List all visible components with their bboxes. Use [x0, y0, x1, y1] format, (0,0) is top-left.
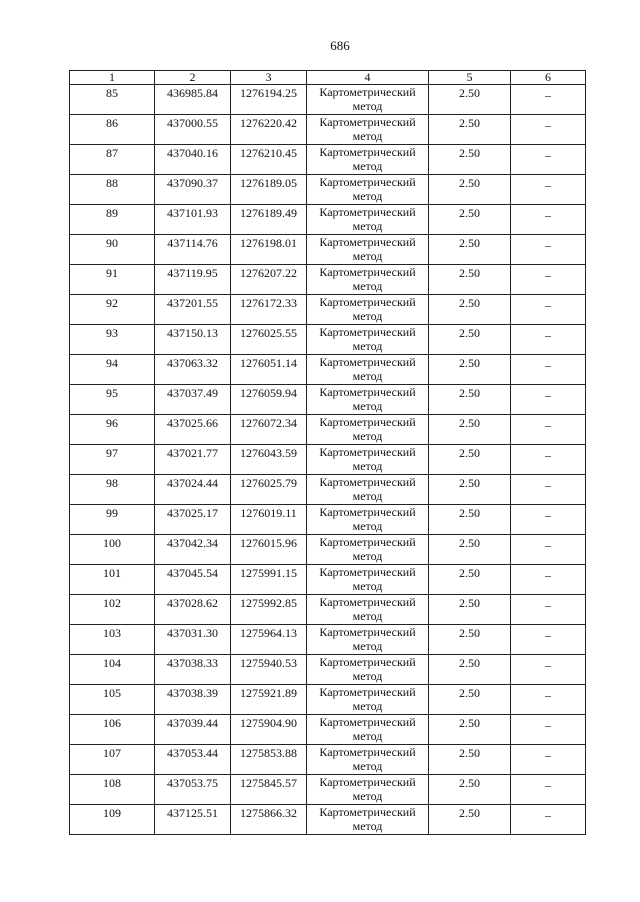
coord-x: 437000.55: [155, 115, 231, 145]
method-cell: [307, 565, 429, 595]
dash-mark: –: [545, 118, 551, 132]
method-line-1: Картометрический: [319, 505, 416, 519]
coord-y: 1275992.85: [231, 595, 307, 625]
coord-x: 437042.34: [155, 535, 231, 565]
method-cell: [307, 145, 429, 175]
coord-y: 1276210.45: [231, 145, 307, 175]
coord-y: 1276172.33: [231, 295, 307, 325]
coord-y: 1275991.15: [231, 565, 307, 595]
method-cell: [307, 205, 429, 235]
coord-x: 436985.84: [155, 85, 231, 115]
note-cell: [511, 385, 586, 415]
dash-mark: –: [545, 328, 551, 342]
accuracy: 2.50: [429, 445, 511, 475]
method-line-1: Картометрический: [319, 355, 416, 369]
method-line-2: метод: [352, 729, 383, 743]
note-cell: [511, 655, 586, 685]
note-cell: [511, 565, 586, 595]
accuracy: 2.50: [429, 175, 511, 205]
method-line-2: метод: [352, 129, 383, 143]
coord-y: 1276043.59: [231, 445, 307, 475]
note-cell: [511, 475, 586, 505]
accuracy: 2.50: [429, 715, 511, 745]
method-line-2: метод: [352, 159, 383, 173]
method-cell: [307, 265, 429, 295]
point-number: 103: [70, 625, 155, 655]
dash-mark: –: [545, 448, 551, 462]
method-cell: [307, 85, 429, 115]
dash-mark: –: [545, 358, 551, 372]
coord-y: 1275866.32: [231, 805, 307, 835]
method-cell: [307, 505, 429, 535]
point-number: 98: [70, 475, 155, 505]
accuracy: 2.50: [429, 385, 511, 415]
table-row: [70, 445, 586, 475]
header-col-3: 3: [231, 71, 307, 85]
dash-mark: –: [545, 568, 551, 582]
coord-x: 437119.95: [155, 265, 231, 295]
table-row: [70, 295, 586, 325]
accuracy: 2.50: [429, 505, 511, 535]
accuracy: 2.50: [429, 235, 511, 265]
point-number: 86: [70, 115, 155, 145]
header-col-5: 5: [429, 71, 511, 85]
note-cell: [511, 295, 586, 325]
dash-mark: –: [545, 808, 551, 822]
dash-mark: –: [545, 598, 551, 612]
accuracy: 2.50: [429, 775, 511, 805]
method-line-2: метод: [352, 189, 383, 203]
dash-mark: –: [545, 658, 551, 672]
coord-y: 1275904.90: [231, 715, 307, 745]
table-body: [70, 85, 586, 835]
note-cell: [511, 205, 586, 235]
method-line-1: Картометрический: [319, 205, 416, 219]
method-line-2: метод: [352, 459, 383, 473]
coord-y: 1276059.94: [231, 385, 307, 415]
coord-x: 437045.54: [155, 565, 231, 595]
note-cell: [511, 145, 586, 175]
method-line-1: Картометрический: [319, 415, 416, 429]
method-line-2: метод: [352, 369, 383, 383]
point-number: 102: [70, 595, 155, 625]
method-line-1: Картометрический: [319, 235, 416, 249]
coord-y: 1276025.79: [231, 475, 307, 505]
table-row: [70, 745, 586, 775]
table-row: [70, 145, 586, 175]
table-row: [70, 475, 586, 505]
accuracy: 2.50: [429, 115, 511, 145]
method-line-2: метод: [352, 609, 383, 623]
method-line-2: метод: [352, 549, 383, 563]
dash-mark: –: [545, 748, 551, 762]
method-cell: [307, 745, 429, 775]
dash-mark: –: [545, 208, 551, 222]
table-header: [70, 71, 586, 85]
method-cell: [307, 355, 429, 385]
method-cell: [307, 805, 429, 835]
coord-x: 437038.33: [155, 655, 231, 685]
dash-mark: –: [545, 298, 551, 312]
table-row: [70, 595, 586, 625]
method-line-1: Картометрический: [319, 85, 416, 99]
dash-mark: –: [545, 268, 551, 282]
page-number: 686: [330, 38, 350, 53]
dash-mark: –: [545, 178, 551, 192]
point-number: 96: [70, 415, 155, 445]
dash-mark: –: [545, 538, 551, 552]
dash-mark: –: [545, 418, 551, 432]
dash-mark: –: [545, 478, 551, 492]
header-col-4: 4: [307, 71, 429, 85]
accuracy: 2.50: [429, 265, 511, 295]
point-number: 88: [70, 175, 155, 205]
method-line-2: метод: [352, 279, 383, 293]
method-line-2: метод: [352, 309, 383, 323]
method-line-2: метод: [352, 639, 383, 653]
method-line-1: Картометрический: [319, 625, 416, 639]
point-number: 105: [70, 685, 155, 715]
method-cell: [307, 625, 429, 655]
coord-y: 1275845.57: [231, 775, 307, 805]
method-line-2: метод: [352, 429, 383, 443]
note-cell: [511, 805, 586, 835]
method-cell: [307, 775, 429, 805]
coord-y: 1276025.55: [231, 325, 307, 355]
coord-x: 437021.77: [155, 445, 231, 475]
coord-x: 437028.62: [155, 595, 231, 625]
method-line-2: метод: [352, 399, 383, 413]
coord-x: 437025.17: [155, 505, 231, 535]
coord-x: 437031.30: [155, 625, 231, 655]
table-row: [70, 775, 586, 805]
coord-x: 437039.44: [155, 715, 231, 745]
coord-x: 437053.75: [155, 775, 231, 805]
method-line-1: Картометрический: [319, 655, 416, 669]
table-row: [70, 235, 586, 265]
coord-y: 1276015.96: [231, 535, 307, 565]
coord-x: 437037.49: [155, 385, 231, 415]
dash-mark: –: [545, 148, 551, 162]
table-row: [70, 625, 586, 655]
method-line-1: Картометрический: [319, 805, 416, 819]
point-number: 107: [70, 745, 155, 775]
note-cell: [511, 745, 586, 775]
method-line-2: метод: [352, 819, 383, 833]
point-number: 89: [70, 205, 155, 235]
method-line-2: метод: [352, 519, 383, 533]
coord-y: 1276207.22: [231, 265, 307, 295]
method-cell: [307, 535, 429, 565]
point-number: 91: [70, 265, 155, 295]
method-cell: [307, 595, 429, 625]
table-row: [70, 565, 586, 595]
point-number: 87: [70, 145, 155, 175]
header-col-1: 1: [70, 71, 155, 85]
table-row: [70, 355, 586, 385]
header-col-2: 2: [155, 71, 231, 85]
coord-x: 437090.37: [155, 175, 231, 205]
coord-y: 1276198.01: [231, 235, 307, 265]
method-line-2: метод: [352, 99, 383, 113]
method-line-1: Картометрический: [319, 565, 416, 579]
point-number: 104: [70, 655, 155, 685]
coord-y: 1276019.11: [231, 505, 307, 535]
method-line-1: Картометрический: [319, 325, 416, 339]
method-cell: [307, 655, 429, 685]
table-row: [70, 265, 586, 295]
method-line-2: метод: [352, 339, 383, 353]
method-cell: [307, 115, 429, 145]
method-line-2: метод: [352, 579, 383, 593]
note-cell: [511, 265, 586, 295]
accuracy: 2.50: [429, 625, 511, 655]
method-cell: [307, 235, 429, 265]
point-number: 100: [70, 535, 155, 565]
table-row: [70, 505, 586, 535]
note-cell: [511, 415, 586, 445]
coord-x: 437053.44: [155, 745, 231, 775]
table-row: [70, 535, 586, 565]
method-cell: [307, 475, 429, 505]
accuracy: 2.50: [429, 655, 511, 685]
point-number: 109: [70, 805, 155, 835]
method-cell: [307, 325, 429, 355]
coord-y: 1276189.49: [231, 205, 307, 235]
table-row: [70, 115, 586, 145]
method-line-1: Картометрический: [319, 535, 416, 549]
coord-x: 437114.76: [155, 235, 231, 265]
accuracy: 2.50: [429, 805, 511, 835]
note-cell: [511, 625, 586, 655]
coordinates-table: [69, 70, 586, 835]
accuracy: 2.50: [429, 745, 511, 775]
accuracy: 2.50: [429, 325, 511, 355]
coord-y: 1275853.88: [231, 745, 307, 775]
coord-y: 1276220.42: [231, 115, 307, 145]
accuracy: 2.50: [429, 355, 511, 385]
method-line-1: Картометрический: [319, 385, 416, 399]
dash-mark: –: [545, 388, 551, 402]
coord-x: 437063.32: [155, 355, 231, 385]
method-line-2: метод: [352, 759, 383, 773]
note-cell: [511, 445, 586, 475]
coord-x: 437201.55: [155, 295, 231, 325]
method-cell: [307, 415, 429, 445]
method-line-1: Картометрический: [319, 775, 416, 789]
method-line-1: Картометрический: [319, 295, 416, 309]
method-line-2: метод: [352, 789, 383, 803]
method-line-1: Картометрический: [319, 745, 416, 759]
accuracy: 2.50: [429, 205, 511, 235]
method-line-1: Картометрический: [319, 685, 416, 699]
note-cell: [511, 355, 586, 385]
note-cell: [511, 115, 586, 145]
table-row: [70, 85, 586, 115]
method-cell: [307, 445, 429, 475]
method-line-2: метод: [352, 699, 383, 713]
dash-mark: –: [545, 688, 551, 702]
coord-y: 1276072.34: [231, 415, 307, 445]
table-row: [70, 325, 586, 355]
table-row: [70, 685, 586, 715]
method-line-1: Картометрический: [319, 475, 416, 489]
coord-x: 437024.44: [155, 475, 231, 505]
method-line-2: метод: [352, 489, 383, 503]
dash-mark: –: [545, 88, 551, 102]
accuracy: 2.50: [429, 295, 511, 325]
point-number: 90: [70, 235, 155, 265]
method-cell: [307, 715, 429, 745]
header-col-6: 6: [511, 71, 586, 85]
dash-mark: –: [545, 508, 551, 522]
accuracy: 2.50: [429, 565, 511, 595]
method-line-1: Картометрический: [319, 445, 416, 459]
point-number: 93: [70, 325, 155, 355]
accuracy: 2.50: [429, 475, 511, 505]
coord-y: 1275921.89: [231, 685, 307, 715]
coord-y: 1276189.05: [231, 175, 307, 205]
note-cell: [511, 535, 586, 565]
method-cell: [307, 175, 429, 205]
accuracy: 2.50: [429, 595, 511, 625]
method-line-1: Картометрический: [319, 715, 416, 729]
point-number: 92: [70, 295, 155, 325]
table-row: [70, 655, 586, 685]
coord-x: 437125.51: [155, 805, 231, 835]
method-cell: [307, 685, 429, 715]
table-row: [70, 805, 586, 835]
accuracy: 2.50: [429, 685, 511, 715]
coord-y: 1276194.25: [231, 85, 307, 115]
note-cell: [511, 175, 586, 205]
coord-y: 1275940.53: [231, 655, 307, 685]
coord-x: 437101.93: [155, 205, 231, 235]
table-row: [70, 385, 586, 415]
point-number: 101: [70, 565, 155, 595]
method-line-1: Картометрический: [319, 115, 416, 129]
method-line-1: Картометрический: [319, 145, 416, 159]
note-cell: [511, 325, 586, 355]
accuracy: 2.50: [429, 85, 511, 115]
note-cell: [511, 775, 586, 805]
header-row: [70, 71, 586, 85]
note-cell: [511, 85, 586, 115]
point-number: 108: [70, 775, 155, 805]
accuracy: 2.50: [429, 415, 511, 445]
note-cell: [511, 715, 586, 745]
point-number: 95: [70, 385, 155, 415]
point-number: 99: [70, 505, 155, 535]
note-cell: [511, 685, 586, 715]
method-cell: [307, 295, 429, 325]
coord-y: 1276051.14: [231, 355, 307, 385]
method-line-1: Картометрический: [319, 595, 416, 609]
coord-x: 437040.16: [155, 145, 231, 175]
method-line-2: метод: [352, 669, 383, 683]
dash-mark: –: [545, 718, 551, 732]
table-row: [70, 175, 586, 205]
point-number: 106: [70, 715, 155, 745]
method-line-1: Картометрический: [319, 175, 416, 189]
method-cell: [307, 385, 429, 415]
point-number: 85: [70, 85, 155, 115]
table-row: [70, 715, 586, 745]
dash-mark: –: [545, 778, 551, 792]
point-number: 97: [70, 445, 155, 475]
dash-mark: –: [545, 628, 551, 642]
note-cell: [511, 235, 586, 265]
accuracy: 2.50: [429, 535, 511, 565]
method-line-1: Картометрический: [319, 265, 416, 279]
method-line-2: метод: [352, 219, 383, 233]
table-row: [70, 415, 586, 445]
method-line-2: метод: [352, 249, 383, 263]
dash-mark: –: [545, 238, 551, 252]
accuracy: 2.50: [429, 145, 511, 175]
table-row: [70, 205, 586, 235]
note-cell: [511, 505, 586, 535]
coord-y: 1275964.13: [231, 625, 307, 655]
coord-x: 437038.39: [155, 685, 231, 715]
note-cell: [511, 595, 586, 625]
coord-x: 437025.66: [155, 415, 231, 445]
coord-x: 437150.13: [155, 325, 231, 355]
point-number: 94: [70, 355, 155, 385]
